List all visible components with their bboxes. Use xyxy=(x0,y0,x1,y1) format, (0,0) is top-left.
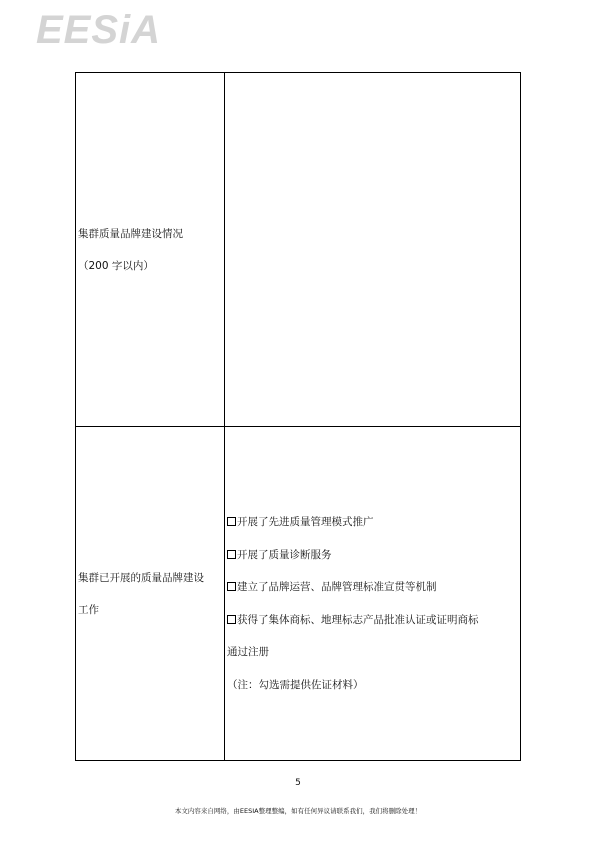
label-brand-work: 集群已开展的质量品牌建设 xyxy=(78,571,204,584)
evidence-note: （注：勾选需提供佐证材料） xyxy=(227,678,364,691)
label-cell-quality-brand-status xyxy=(76,73,225,427)
input-cell-quality-brand-status[interactable] xyxy=(225,73,521,427)
option-brand-mechanism[interactable] xyxy=(227,571,520,604)
table-row xyxy=(76,73,521,427)
label-cell-brand-work xyxy=(76,427,225,761)
page-number: 5 xyxy=(295,778,301,788)
option-label: 开展了质量诊断服务 xyxy=(237,548,332,561)
option-quality-diagnosis[interactable] xyxy=(227,539,520,572)
checkbox[interactable] xyxy=(227,582,236,591)
logo-text: EESiA xyxy=(36,8,162,52)
application-form-table xyxy=(75,72,521,761)
checkbox[interactable] xyxy=(227,615,236,624)
option-label: 获得了集体商标、地理标志产品批准认证或证明商标 xyxy=(237,613,479,626)
label-brand-work-cont: 工作 xyxy=(78,603,99,616)
label-quality-brand-status: 集群质量品牌建设情况 xyxy=(78,227,183,240)
eesia-logo xyxy=(36,8,161,53)
footer-disclaimer: 本文内容来自网络，由EESIA整理整编，如有任何异议请联系我们，我们将删除处理！ xyxy=(174,807,422,815)
option-label: 开展了先进质量管理模式推广 xyxy=(237,516,374,528)
table-row xyxy=(76,427,521,761)
checkbox[interactable] xyxy=(227,517,236,526)
option-quality-model-promotion[interactable] xyxy=(227,506,520,539)
checkbox[interactable] xyxy=(227,550,236,559)
option-continuation: 通过注册 xyxy=(227,646,269,658)
label-word-limit: （200 字以内） xyxy=(78,259,154,272)
options-cell-brand-work xyxy=(225,427,521,761)
option-label: 建立了品牌运营、品牌管理标准宣贯等机制 xyxy=(237,581,437,593)
option-collective-trademark[interactable] xyxy=(227,604,520,637)
